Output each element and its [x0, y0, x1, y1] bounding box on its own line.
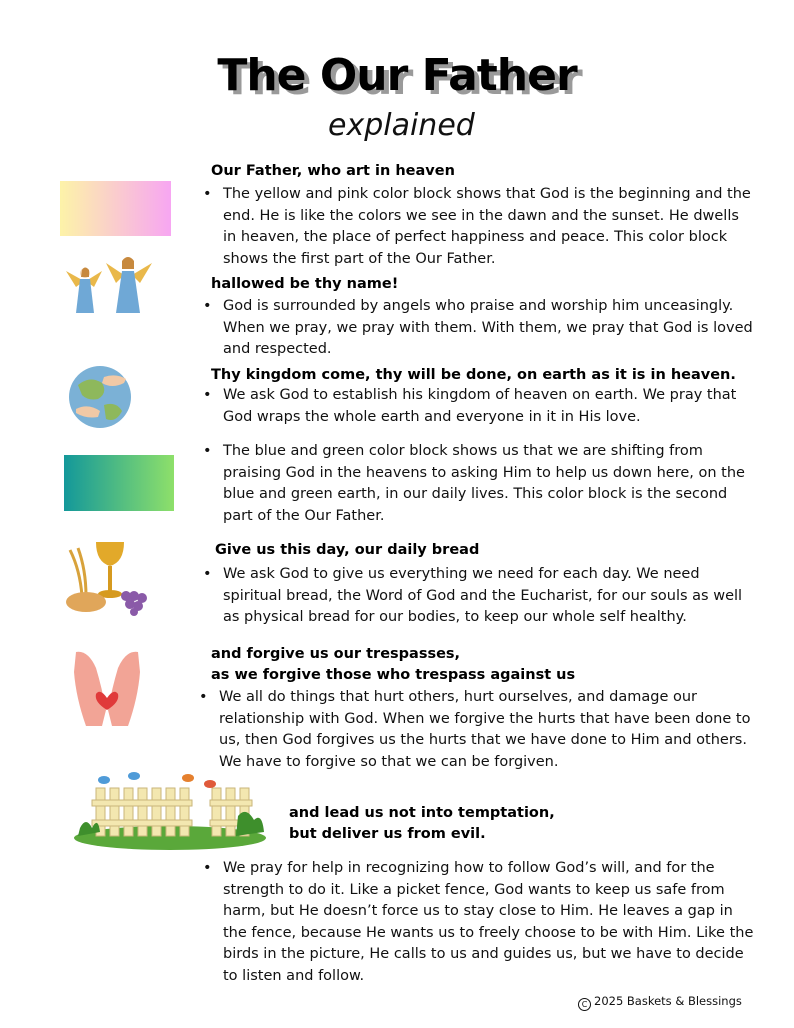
bullet-text: We all do things that hurt others, hurt ourselves, and damage our relationship with God. When we forgive the hurts that have been done to us, then God forgives us the hurts that we have done to Him and others. We have to forgive so that we can be forgiven.: [219, 689, 751, 770]
bullet-dot: •: [203, 186, 212, 202]
bullet-text: The blue and green color block shows us that we are shifting from praising God in the heavens to asking Him to help us down here, on the blue and green earth, in our daily lives. This color block is the second part of the Our Father.: [223, 443, 745, 524]
bullet-text: We ask God to establish his kingdom of heaven on earth. We pray that God wraps the whole earth and everyone in it in His love.: [223, 387, 737, 425]
heart-hands-icon: [72, 648, 142, 728]
bullet-dot: •: [203, 860, 212, 876]
section-bullet: [199, 687, 755, 773]
section-bullet: [203, 385, 755, 428]
bullet-text: The yellow and pink color block shows that God is the beginning and the end. He is like the colors we see in the dawn and the sunset. He dwells in heaven, the place of perfect happiness and peace. This color block shows the first part of the Our Father.: [223, 186, 751, 267]
page-title: The Our Father: [217, 50, 577, 101]
picket-fence-birds-icon: [70, 766, 270, 854]
section-heading: Give us this day, our daily bread: [215, 542, 480, 558]
bullet-text: We ask God to give us everything we need for each day. We need spiritual bread, the Word of God and the Eucharist, for our souls as well as physical bread for our bodies, to keep our whole self healthy.: [223, 566, 743, 625]
page-subtitle: explained: [328, 108, 475, 143]
section-heading: and lead us not into temptation,: [289, 805, 555, 821]
section-bullet: [203, 441, 755, 527]
bullet-text: We pray for help in recognizing how to follow God’s will, and for the strength to do it. Like a picket fence, God wants to keep us safe from harm, but He doesn’t force us to stay close to Him. He leaves a gap in the fence, because He wants us to freely choose to be with Him. Like the birds in the picture, He calls to us and guides us, but we have to decide to listen and follow.: [223, 860, 754, 984]
bullet-text: God is surrounded by angels who praise and worship him unceasingly. When we pray, we pray with them. With them, we pray that God is loved and respected.: [223, 298, 753, 357]
section-heading: Thy kingdom come, thy will be done, on earth as it is in heaven.: [211, 367, 736, 383]
color-block-blue-green: [64, 455, 174, 511]
section-heading: but deliver us from evil.: [289, 826, 486, 842]
copyright-icon: C: [578, 998, 591, 1011]
bullet-dot: •: [203, 443, 212, 459]
section-heading: as we forgive those who trespass against us: [211, 667, 576, 683]
bullet-dot: •: [203, 387, 212, 403]
earth-hands-icon: [68, 365, 132, 429]
section-bullet: [203, 184, 755, 270]
color-block-yellow-pink: [60, 181, 171, 236]
section-heading: hallowed be thy name!: [211, 276, 399, 292]
bullet-dot: •: [203, 298, 212, 314]
footer-text: 2025 Baskets & Blessings: [594, 994, 742, 1008]
section-bullet: [203, 564, 755, 629]
section-bullet: [203, 858, 755, 987]
chalice-bread-grapes-icon: [64, 540, 154, 616]
section-bullet: [203, 296, 755, 361]
section-heading: Our Father, who art in heaven: [211, 163, 455, 179]
bullet-dot: •: [203, 566, 212, 582]
copyright-footer: [578, 994, 742, 1011]
section-heading: and forgive us our trespasses,: [211, 646, 461, 662]
bullet-dot: •: [199, 689, 208, 705]
angels-icon: [62, 253, 154, 315]
